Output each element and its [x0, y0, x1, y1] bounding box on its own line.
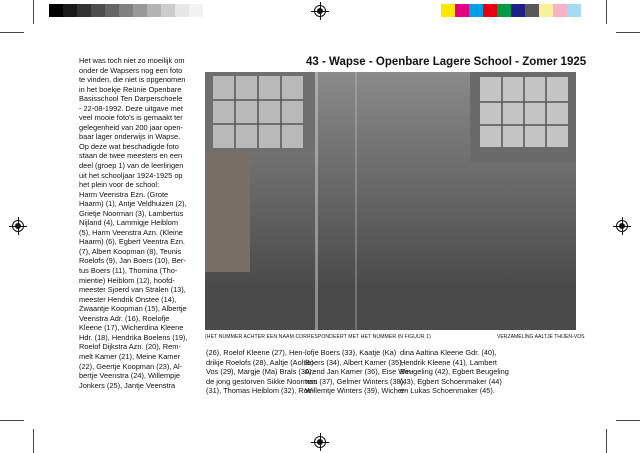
color-swatch [175, 4, 189, 17]
text-line: Vos (29), Margje (Ma) Brals (30), [206, 367, 314, 377]
text-line: meester Sjoerd van Stralen (13), [79, 285, 186, 295]
registration-mark-top [314, 5, 326, 17]
text-line: Hendrik Kleene (41), Lambert [400, 357, 497, 367]
text-line: Veenstra Adr. (16), Roelofje [79, 313, 170, 323]
text-line: in het boekje Reünie Openbare [79, 84, 182, 94]
text-line: Op deze wat beschadigde foto [79, 141, 179, 151]
text-line: (22), Geertje Koopman (23), Al- [79, 361, 183, 371]
school-class-photo [205, 72, 576, 330]
text-line: de jong gestorven Sikke Noorman [206, 376, 318, 386]
text-line: - 22-08-1992. Deze uitgave met [79, 103, 183, 113]
text-line: Haarm) (1), Antje Veldhuizen (2), [79, 199, 187, 209]
color-swatch [105, 4, 119, 17]
text-line: bertje Veenstra (24), Willempje [79, 371, 181, 381]
text-line: deel (groep 1) van de leerlingen [79, 161, 184, 171]
names-column-2 [305, 348, 413, 396]
text-line: te vinden, die niet is opgenomen [79, 75, 186, 85]
text-line: het plein voor de school: [79, 180, 160, 190]
color-swatch [119, 4, 133, 17]
color-swatch [539, 4, 553, 17]
text-line: Harm Veenstra Ezn. (Grote [79, 189, 169, 199]
text-line: (5), Harm Veenstra Azn. (Kleine [79, 227, 183, 237]
text-line: lofje Boers (33), Kaatje (Ka) [305, 348, 397, 357]
text-line: tus Boers (11), Thomina (Tho- [79, 266, 178, 276]
grey-calibration-bar [49, 4, 217, 17]
text-line: veel mooie foto's is gemaakt ter [79, 113, 183, 123]
color-swatch [77, 4, 91, 17]
text-line: ters (37), Gelmer Winters (38), [305, 376, 406, 386]
text-line: Haarm) (6), Egbert Veentra Ezn. [79, 237, 185, 247]
intro-text-column [79, 56, 203, 390]
text-line: (31), Thomas Heiblom (32), Roe- [206, 386, 315, 396]
text-line: uit het schooljaar 1924-1925 op [79, 170, 183, 180]
color-swatch [511, 4, 525, 17]
color-swatch [203, 4, 217, 17]
color-swatch [469, 4, 483, 17]
page-title: 43 - Wapse - Openbare Lagere School - Zomer 1925 [306, 56, 587, 68]
photo-caption: (HET NUMMER ACHTER EEN NAAM CORRESPONDEERT MET HET NUMMER IN FIGUUR 1) [205, 334, 431, 340]
color-swatch [189, 4, 203, 17]
crop-mark [606, 0, 607, 24]
text-line: staan de twee meesters en een [79, 151, 183, 161]
text-line: mientie) Heiblom (12), hoofd- [79, 275, 175, 285]
color-swatch [63, 4, 77, 17]
text-line: Hdr. (18), Hendrika Boelens (19), [79, 332, 188, 342]
registration-mark-right [616, 220, 628, 232]
names-column-3 [400, 348, 509, 396]
text-line: Basisschool Ten Darperschoele [79, 94, 183, 104]
photo-illustration [205, 72, 576, 330]
crop-mark [33, 429, 34, 453]
text-line: Roelof Dijkstra Azn. (20), Rem- [79, 342, 181, 352]
color-calibration-bar [441, 4, 595, 17]
text-line: meester Hendrik Onstee (14), [79, 294, 177, 304]
crop-mark [33, 0, 34, 24]
text-line: Jonkers (25), Jantje Veenstra [79, 380, 176, 390]
text-line: baar lager onderwijs in Wapse. [79, 132, 181, 142]
color-swatch [525, 4, 539, 17]
color-swatch [133, 4, 147, 17]
crop-mark [606, 429, 607, 453]
color-swatch [147, 4, 161, 17]
color-swatch [553, 4, 567, 17]
color-swatch [483, 4, 497, 17]
text-line: gelegenheid van 200 jaar open- [79, 122, 183, 132]
text-line: Arend Jan Kamer (36), Eise Win- [305, 367, 414, 377]
registration-mark-left [12, 220, 24, 232]
text-line: Willemtje Winters (39), Wicher- [305, 386, 407, 396]
names-column-1 [206, 348, 317, 396]
color-swatch [567, 4, 581, 17]
color-swatch [49, 4, 63, 17]
crop-mark [0, 420, 24, 421]
text-line: Grietje Noorman (3), Lambertus [79, 208, 184, 218]
color-swatch [581, 4, 595, 17]
text-line: en Lukas Schoenmaker (45). [400, 386, 495, 396]
text-line: Nijland (4), Lammigje Heiblom [79, 218, 178, 228]
photo-credit: VERZAMELING AALTJE THIJEN-VOS [497, 334, 585, 340]
text-line: (7), Albert Koopman (8), Teunis [79, 246, 182, 256]
text-line: Boers (34), Albert Kamer (35), [305, 357, 404, 367]
text-line: Kleene (17), Wicherdina Kleene [79, 323, 184, 333]
color-swatch [497, 4, 511, 17]
color-swatch [441, 4, 455, 17]
color-swatch [455, 4, 469, 17]
text-line: Het was toch niet zo moeilijk om [79, 56, 185, 65]
text-line: Roelofs (9), Jan Boers (10), Ber- [79, 256, 186, 266]
color-swatch [91, 4, 105, 17]
text-line: Zwaantje Koopman (15), Albertje [79, 304, 187, 314]
text-line: drikje Roelofs (28), Aaltje (Aoltie) [206, 357, 314, 367]
color-swatch [161, 4, 175, 17]
text-line: (26), Roelof Kleene (27), Hen- [206, 348, 306, 357]
crop-mark [616, 32, 640, 33]
crop-mark [0, 32, 24, 33]
text-line: (43), Egbert Schoenmaker (44) [400, 376, 502, 386]
registration-mark-bottom [314, 436, 326, 448]
text-line: onder de Wapsers nog een foto [79, 65, 183, 75]
text-line: melt Kamer (21), Meine Kamer [79, 351, 181, 361]
crop-mark [616, 420, 640, 421]
text-line: Beugeling (42), Egbert Beugeling [400, 367, 509, 377]
text-line: dina Aaltina Kleene Gdr. (40), [400, 348, 497, 357]
